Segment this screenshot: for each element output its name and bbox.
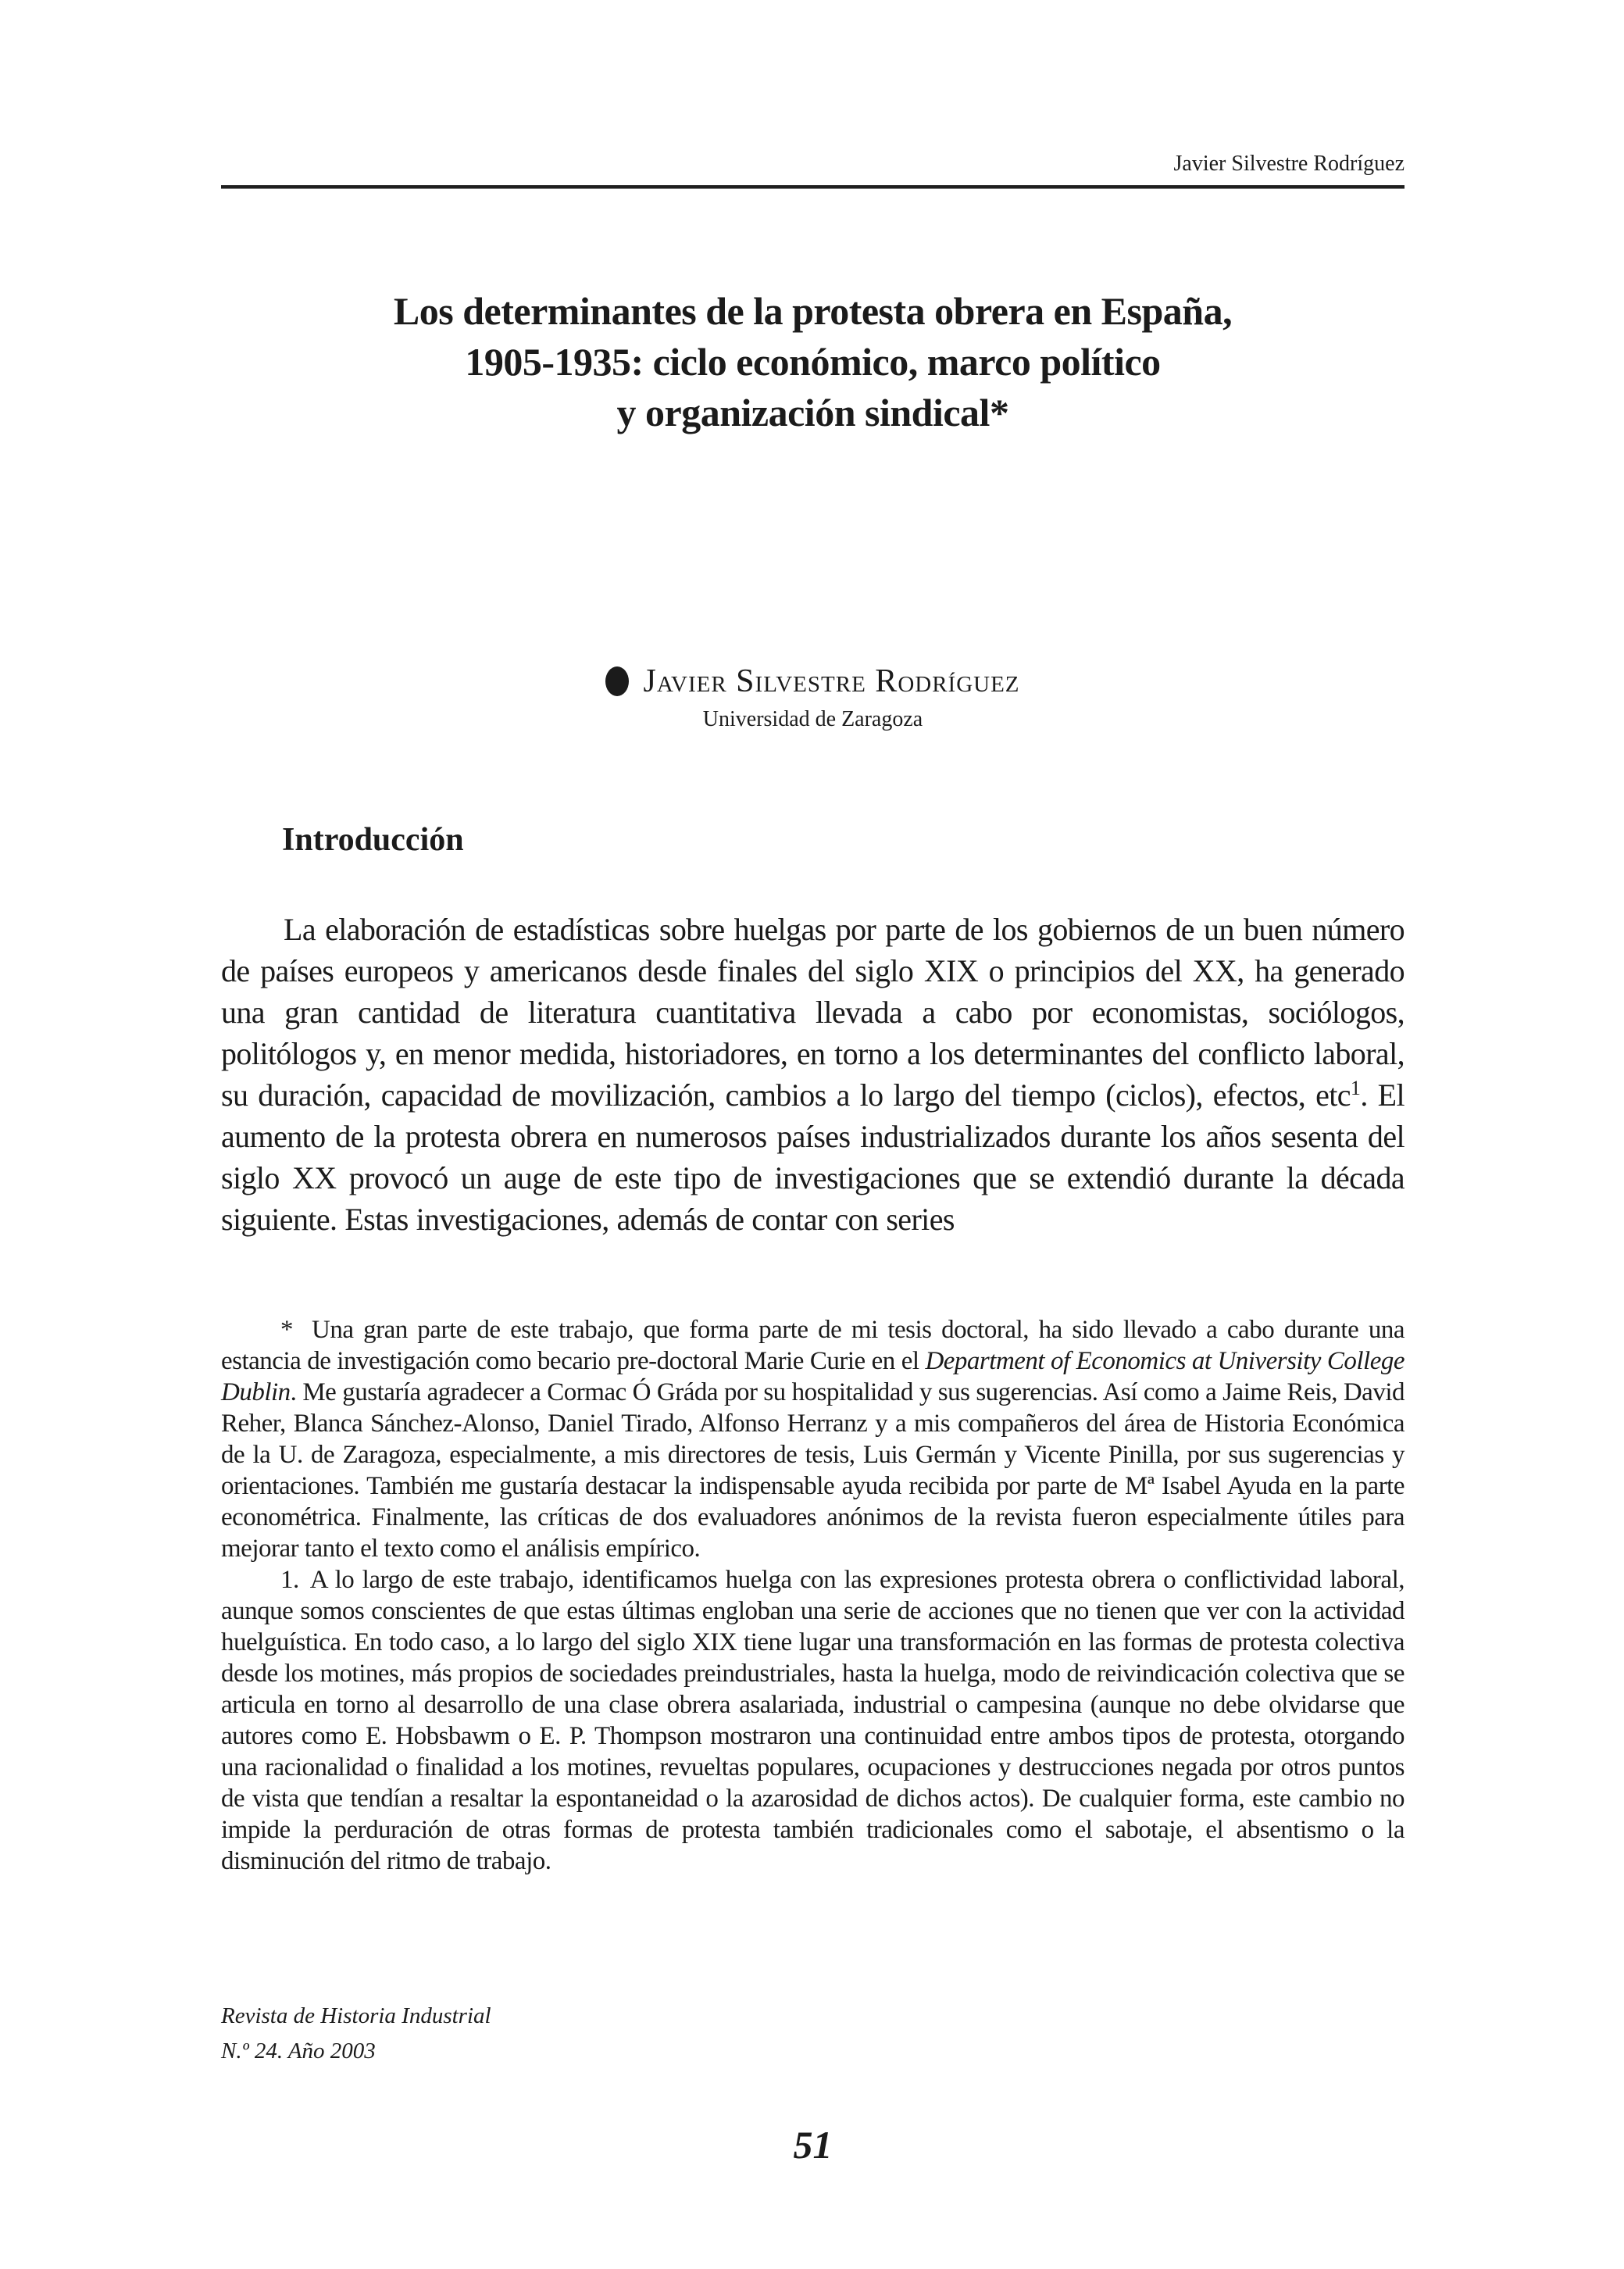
author-affiliation: Universidad de Zaragoza (702, 707, 923, 731)
footnote-1 (221, 1564, 1404, 1877)
footnotes-block (221, 1314, 1404, 1877)
footnote-1-text: A lo largo de este trabajo, identificamos huelga con las expresiones protesta obrera o conflictividad laboral, aunque somos conscientes de que estas últimas engloban una serie de acciones que no tienen que ver con la actividad huelguística. En todo caso, a lo largo del siglo XIX tiene lugar una transformación en las formas de protesta colectiva desde los motines, más propios de sociedades preindustriales, hasta la huelga, modo de reivindicación colectiva que se articula en torno al desarrollo de una clase obrera asalariada, industrial o campesina (aunque no debe olvidarse que autores como E. Hobsbawm o E. P. Thompson mostraron una continuidad entre ambos tipos de protesta, otorgando una racionalidad o finalidad a los motines, revueltas populares, ocupaciones y destrucciones negada por otros puntos de vista que tendían a resaltar la espontaneidad o la azarosidad de dichos actos). De cualquier forma, este cambio no impide la perduración de otras formas de protesta también tradicionales como el sabotaje, el absentismo o la disminución del ritmo de trabajo. (221, 1566, 1404, 1875)
footnote-asterisk-text-2: . Me gustaría agradecer a Cormac Ó Gráda por su hospitalidad y sus sugerencias. Así como a Jaime Reis, David Reher, Blanca Sánchez-Alonso, Daniel Tirado, Alfonso Herranz y a mis compañeros del área de Historia Económica de la U. de Zaragoza, especialmente, a mis directores de tesis, Luis Germán y Vicente Pinilla, por sus sugerencias y orientaciones. También me gustaría destacar la indispensable ayuda recibida por parte de Mª Isabel Ayuda en la parte econométrica. Finalmente, las críticas de dos evaluadores anónimos de la revista fueron especialmente útiles para mejorar tanto el texto como el análisis empírico. (221, 1378, 1404, 1563)
author-name: Javier Silvestre Rodríguez (643, 663, 1020, 699)
header-rule (221, 185, 1404, 189)
running-header-author: Javier Silvestre Rodríguez (1173, 152, 1404, 176)
intro-paragraph-text-before-ref: La elaboración de estadísticas sobre huelgas por parte de los gobiernos de un buen número de países europeos y americanos desde finales del siglo XIX o principios del XX, ha generado una gran cantidad de literatura cuantitativa llevada a cabo por economistas, sociólogos, politólogos y, en menor medida, historiadores, en torno a los determinantes del conflicto laboral, su duración, capacidad de movilización, cambios a lo largo del tiempo (ciclos), efectos, etc (221, 912, 1404, 1113)
footnote-asterisk-marker: * (280, 1316, 293, 1344)
intro-paragraph (221, 909, 1404, 1240)
footnote-1-marker: 1. (280, 1566, 299, 1594)
section-heading-introduccion: Introducción (282, 822, 464, 858)
footnote-ref-superscript: 1 (1350, 1077, 1361, 1099)
footnote-asterisk-italic-text: Department of Economics at University College Dublin (221, 1347, 1404, 1406)
journal-footer (221, 1999, 1404, 2069)
journal-issue: N.º 24. Año 2003 (221, 2039, 376, 2064)
article-title (221, 286, 1404, 438)
title-line-1: Los determinantes de la protesta obrera en España, (393, 289, 1233, 333)
intro-paragraph-text-after-ref: . El aumento de la protesta obrera en numerosos países industrializados durante los años sesenta del siglo XX provocó un auge de este tipo de investigaciones que se extendió durante la década siguiente. Estas investigaciones, además de contar con series (221, 1077, 1404, 1237)
title-line-2: 1905-1935: ciclo económico, marco político (465, 340, 1161, 384)
journal-name: Revista de Historia Industrial (221, 2003, 491, 2028)
footnote-asterisk (221, 1314, 1404, 1564)
footnote-asterisk-text-1: Una gran parte de este trabajo, que forma parte de mi tesis doctoral, ha sido llevado a cabo durante una estancia de investigación como becario pre-doctoral Marie Curie en el (221, 1316, 1404, 1375)
title-line-3: y organización sindical* (616, 391, 1009, 434)
author-bullet-icon (605, 666, 629, 696)
author-line (221, 661, 1404, 702)
page-number: 51 (793, 2123, 833, 2167)
